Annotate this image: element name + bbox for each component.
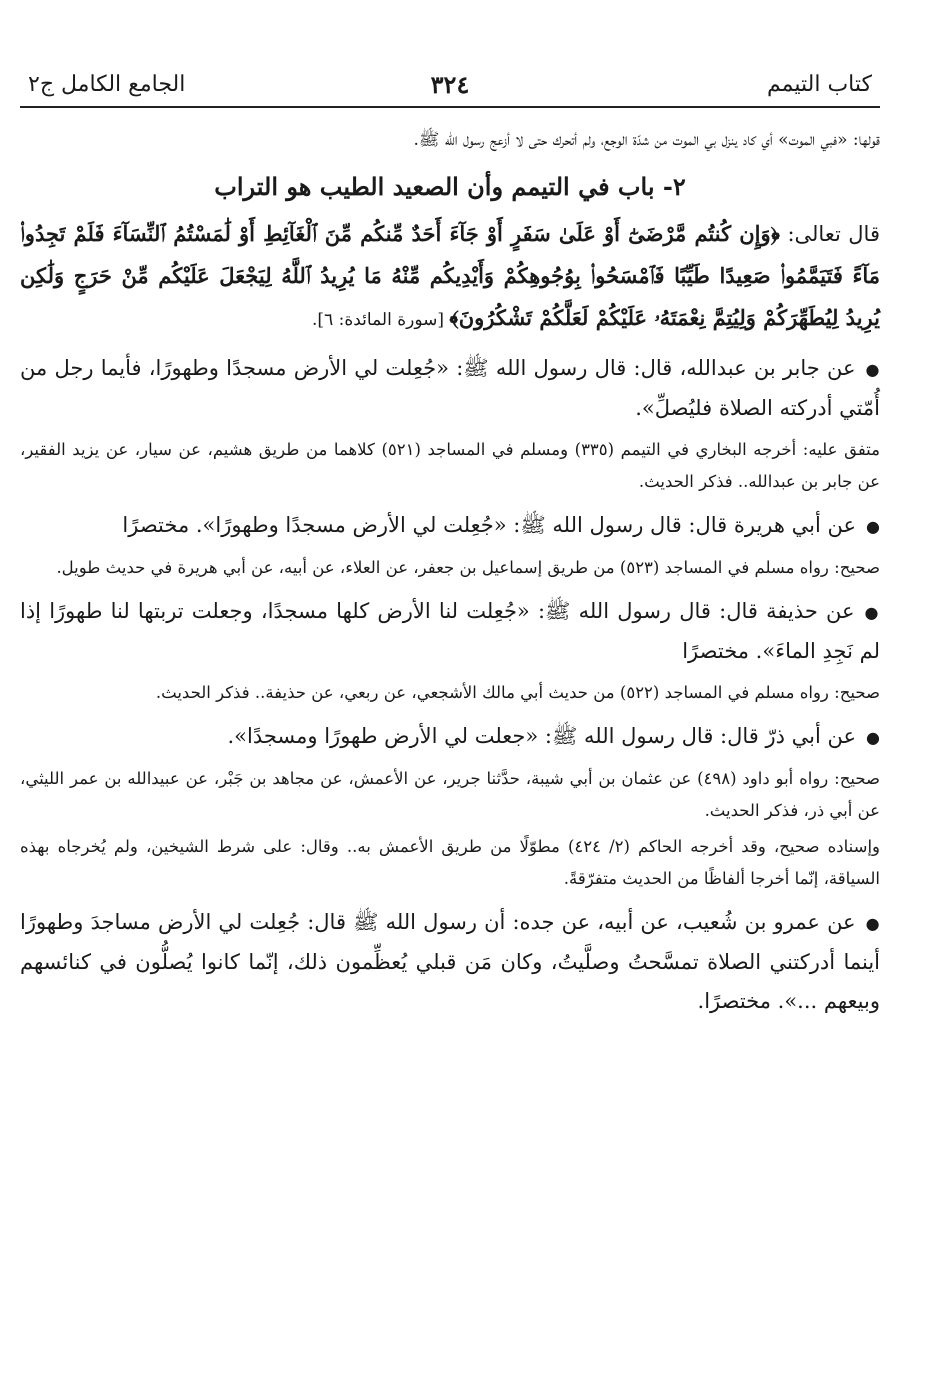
bullet-icon: ●: [865, 360, 880, 379]
hadith-5: ●عن عمرو بن شُعيب، عن أبيه، عن جده: أن رسول الله ﷺ قال: جُعِلت لي الأرض مساجدَ وطهورًا أينما أدركتني الصلاة تمسَّحتُ وصلَّيتُ، وكان مَن قبلي يُعظِّمون ذلك، إنّما كانوا يُصلُّون في كنائسهم وبيعهم ...». مختصرًا.: [20, 910, 880, 1013]
verse-lead: قال تعالى:: [779, 222, 880, 246]
bullet-icon: ●: [865, 914, 880, 933]
bullet-icon: ●: [864, 603, 880, 622]
hadith-3: ●عن حذيفة قال: قال رسول الله ﷺ: «جُعِلت لنا الأرض كلها مسجدًا، وجعلت تربتها لنا طهورًا إذا لم نَجِدِ الماءَ». مختصرًا: [20, 599, 880, 663]
takhrij-4a: صحيح: رواه أبو داود (٤٩٨) عن عثمان بن أبي شيبة، حدَّثنا جرير، عن الأعمش، عن مجاهد بن جَبْر، عن عبيدالله بن عمر الليثي، عن أبي ذر، فذكر الحديث.: [20, 769, 880, 820]
bullet-icon: ●: [866, 517, 880, 536]
book-page: [20, 62, 880, 1372]
takhrij-2: صحيح: رواه مسلم في المساجد (٥٢٣) من طريق إسماعيل بن جعفر، عن العلاء، عن أبيه، عن أبي هريرة في حديث طويل.: [56, 558, 880, 577]
takhrij-3: صحيح: رواه مسلم في المساجد (٥٢٢) من حديث أبي مالك الأشجعي، عن ربعي، عن حذيفة.. فذكر الحديث.: [155, 683, 880, 702]
page-number: ٣٢٤: [430, 69, 470, 99]
intro-note: قولها: «فبي الموت» أي كاد ينزل بي الموت من شدّة الوجع، ولم أتحرك حتى لا أزعج رسول الله ﷺ.: [413, 130, 880, 150]
takhrij-1: متفق عليه: أخرجه البخاري في التيمم (٣٣٥) ومسلم في المساجد (٥٢١) كلاهما من طريق هشيم، عن سيار، عن يزيد الفقير، عن جابر بن عبدالله.. فذكر الحديث.: [20, 440, 880, 491]
verse-text: ﴿وَإِن كُنتُم مَّرْضَىٰٓ أَوْ عَلَىٰ سَفَرٍ أَوْ جَآءَ أَحَدٌ مِّنكُم مِّنَ ٱلْغَآئِطِ أَوْ لَٰمَسْتُمُ ٱلنِّسَآءَ فَلَمْ تَجِدُوا۟ مَآءً فَتَيَمَّمُوا۟ صَعِيدًا طَيِّبًا فَٱمْسَحُوا۟ بِوُجُوهِكُمْ وَأَيْدِيكُم مِّنْهُ مَا يُرِيدُ ٱللَّهُ لِيَجْعَلَ عَلَيْكُم مِّنْ حَرَجٍ وَلَٰكِن يُرِيدُ لِيُطَهِّرَكُمْ وَلِيُتِمَّ نِعْمَتَهُۥ عَلَيْكُمْ لَعَلَّكُمْ تَشْكُرُونَ﴾: [20, 221, 880, 330]
hadith-2: ●عن أبي هريرة قال: قال رسول الله ﷺ: «جُعِلت لي الأرض مسجدًا وطهورًا». مختصرًا: [122, 513, 880, 537]
takhrij-4b: وإسناده صحيح، وقد أخرجه الحاكم (٢/ ٤٢٤) مطوّلًا من طريق الأعمش به.. وقال: على شرط الشيخين، ولم يُخرجاه بهذه السياقة، إنّما أخرجا ألفاظًا من الحديث متفرّقةً.: [20, 837, 881, 888]
quran-verse: [20, 213, 880, 341]
hadith-1: ●عن جابر بن عبدالله، قال: قال رسول الله ﷺ: «جُعِلت لي الأرض مسجدًا وطهورًا، فأيما رجل من أُمّتي أدركته الصلاة فليُصلِّ».: [20, 356, 880, 420]
book-title: الجامع الكامل ج٢: [28, 71, 186, 97]
hadith-4: ●عن أبي ذرّ قال: قال رسول الله ﷺ: «جعلت لي الأرض طهورًا ومسجدًا».: [227, 724, 880, 748]
bullet-icon: ●: [866, 728, 880, 747]
verse-reference: [سورة المائدة: ٦].: [312, 310, 450, 330]
page-content: [20, 124, 880, 1027]
page-header: [20, 62, 880, 108]
section-title: ٢- باب في التيمم وأن الصعيد الطيب هو التراب: [214, 172, 686, 201]
chapter-title: كتاب التيمم: [767, 71, 872, 97]
